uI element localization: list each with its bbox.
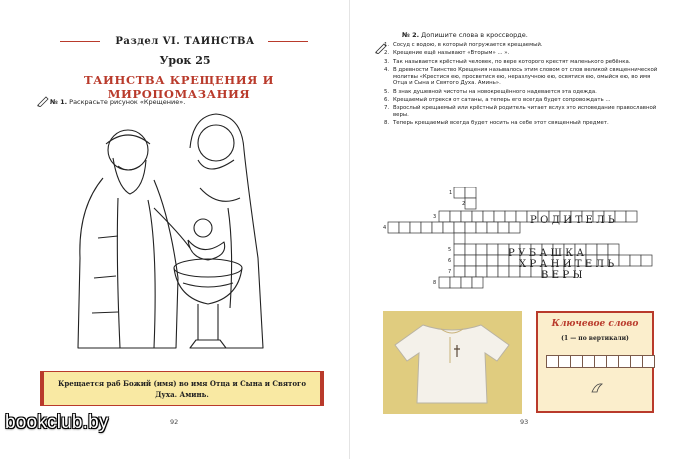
crossword-cell[interactable] xyxy=(410,222,421,233)
crossword-cell[interactable] xyxy=(454,187,465,198)
cw-answer-row6: ХРАНИТЕЛЬ xyxy=(519,259,618,270)
crossword-cell[interactable] xyxy=(454,222,465,233)
clue-text: Так называется крёстный человек, по вере которого крестят маленького ребёнка. xyxy=(393,58,631,65)
cw-num-3: 3 xyxy=(433,214,437,220)
task-2-number: № 2. xyxy=(402,31,420,39)
crossword-cell[interactable] xyxy=(432,222,443,233)
crossword-cell[interactable] xyxy=(465,255,476,266)
clue-number: 3. xyxy=(384,58,390,65)
clue-number: 8. xyxy=(384,120,390,127)
clue-text: Теперь крещаемый всегда будет носить на себе этот священный предмет. xyxy=(393,120,609,127)
crossword-cell[interactable] xyxy=(509,222,520,233)
clue-text: В знак душевной чистоты на новокрещённого надевается эта одежда. xyxy=(393,88,597,95)
cw-answer-row3: РОДИТЕЛЬ xyxy=(530,215,619,226)
crossword-cell[interactable] xyxy=(421,222,432,233)
crossword-cell[interactable] xyxy=(465,244,476,255)
keyword-box xyxy=(536,311,654,413)
crossword-cell[interactable] xyxy=(498,222,509,233)
crossword-cell[interactable] xyxy=(465,187,476,198)
task-2-text: Допишите слова в кроссворде. xyxy=(421,31,528,39)
task-2 xyxy=(402,31,528,39)
cw-num-8: 8 xyxy=(433,280,437,286)
clue-text: Крещение ещё называют «Вторым» ... ». xyxy=(393,50,510,57)
clue-number: 2. xyxy=(384,50,390,57)
cw-num-6: 6 xyxy=(448,258,452,264)
crossword-cell[interactable] xyxy=(461,211,472,222)
crossword-cell[interactable] xyxy=(476,222,487,233)
crossword-cell[interactable] xyxy=(472,277,483,288)
crossword-cell[interactable] xyxy=(487,222,498,233)
crossword-clues xyxy=(384,42,666,129)
baptism-coloring-illustration[interactable] xyxy=(58,108,298,363)
task-1 xyxy=(50,98,185,106)
crossword-cell[interactable] xyxy=(641,255,652,266)
crossword-cell[interactable] xyxy=(494,211,505,222)
clue-item xyxy=(384,105,666,119)
clue-number: 1. xyxy=(384,42,390,48)
clue-text: Взрослый крещаемый или крёстный родитель читает вслух это исповедание православной веры. xyxy=(393,105,657,119)
clue-text: Крещаемый отрекся от сатаны, а теперь его всегда будет сопровождать ... xyxy=(393,97,611,104)
crossword-cell[interactable] xyxy=(450,277,461,288)
crossword-cell[interactable] xyxy=(388,222,399,233)
crossword-cell[interactable] xyxy=(487,255,498,266)
cw-num-5: 5 xyxy=(448,247,452,253)
task-1-number: № 1. xyxy=(50,98,68,106)
crossword-cell[interactable] xyxy=(465,222,476,233)
clue-number: 4. xyxy=(384,66,390,73)
crossword-cell[interactable] xyxy=(454,244,465,255)
page-number-right: 93 xyxy=(520,418,529,426)
pen-flourish-icon xyxy=(590,381,604,395)
pencil-icon xyxy=(36,93,50,107)
crossword-cell[interactable] xyxy=(461,277,472,288)
clue-item xyxy=(384,59,666,66)
crossword-cell[interactable] xyxy=(476,255,487,266)
clue-item xyxy=(384,120,666,127)
clue-item xyxy=(384,50,666,57)
crossword-grid[interactable] xyxy=(380,187,680,297)
keyword-hint: (1 — по вертикали) xyxy=(561,335,629,342)
crossword-cell[interactable] xyxy=(597,244,608,255)
crossword-cell[interactable] xyxy=(439,277,450,288)
crossword-cell[interactable] xyxy=(483,211,494,222)
crossword-cell[interactable] xyxy=(450,211,461,222)
task-1-text: Раскрасьте рисунок «Крещение». xyxy=(69,98,186,106)
crossword-cell[interactable] xyxy=(626,211,637,222)
watermark: bookclub.by xyxy=(5,412,109,433)
book-gutter xyxy=(349,0,350,459)
crossword-cell[interactable] xyxy=(454,233,465,244)
clue-number: 7. xyxy=(384,105,390,112)
crossword-cell[interactable] xyxy=(465,266,476,277)
crossword-cell[interactable] xyxy=(443,222,454,233)
baptism-formula-caption: Крещается раб Божий (имя) во имя Отца и Сына и Святого Духа. Аминь. xyxy=(40,371,324,406)
clue-text: В древности Таинство Крещения называлось этим словом от слов великой священнической молитвы «Крестися ею, просветися ею, неразлучною ею, освятися ею, омыйся ею, во имя Отца и Сына и Святого Духа. Аминь». xyxy=(393,66,658,87)
crossword-cell[interactable] xyxy=(630,255,641,266)
cw-answer-row7: ВЕРЫ xyxy=(541,270,586,281)
crossword-cell[interactable] xyxy=(399,222,410,233)
crossword-cell[interactable] xyxy=(516,211,527,222)
crossword-cell[interactable] xyxy=(619,255,630,266)
crossword-cell[interactable] xyxy=(487,244,498,255)
crossword-cell[interactable] xyxy=(454,266,465,277)
crossword-cell[interactable] xyxy=(608,244,619,255)
clue-text: Сосуд с водою, в который погружается крещаемый. xyxy=(393,42,543,48)
keyword-cells[interactable] xyxy=(546,355,654,368)
keyword-title: Ключевое слово xyxy=(551,319,639,329)
baptismal-shirt-image xyxy=(393,317,511,407)
crossword-cell[interactable] xyxy=(472,211,483,222)
clue-item xyxy=(384,42,666,49)
clue-item xyxy=(384,67,666,87)
crossword-cell[interactable] xyxy=(476,266,487,277)
page-number-left: 92 xyxy=(170,418,179,426)
clue-item xyxy=(384,97,666,104)
baptismal-shirt-photo xyxy=(383,311,522,414)
crossword-cell[interactable] xyxy=(465,198,476,209)
crossword-cell[interactable] xyxy=(498,266,509,277)
cw-num-2: 2 xyxy=(462,201,466,207)
crossword-cell[interactable] xyxy=(476,244,487,255)
cw-num-1: 1 xyxy=(449,190,453,196)
crossword-cell[interactable] xyxy=(505,211,516,222)
section-title: Раздел VI. ТАИНСТВА xyxy=(115,36,255,47)
lesson-title: ТАИНСТВА КРЕЩЕНИЯ И МИРОПОМАЗАНИЯ xyxy=(83,73,275,101)
crossword-cell[interactable] xyxy=(487,266,498,277)
crossword-cell[interactable] xyxy=(586,244,597,255)
keyword-cell[interactable] xyxy=(642,355,655,368)
crossword-cell[interactable] xyxy=(439,211,450,222)
lesson-number: Урок 25 xyxy=(159,54,211,67)
cw-answer-row5: РУБАШКА xyxy=(508,248,588,259)
cw-num-7: 7 xyxy=(448,269,452,275)
clue-item xyxy=(384,89,666,96)
clue-number: 6. xyxy=(384,97,390,104)
crossword-cell[interactable] xyxy=(454,255,465,266)
cw-num-4: 4 xyxy=(383,225,387,231)
clue-number: 5. xyxy=(384,88,390,95)
